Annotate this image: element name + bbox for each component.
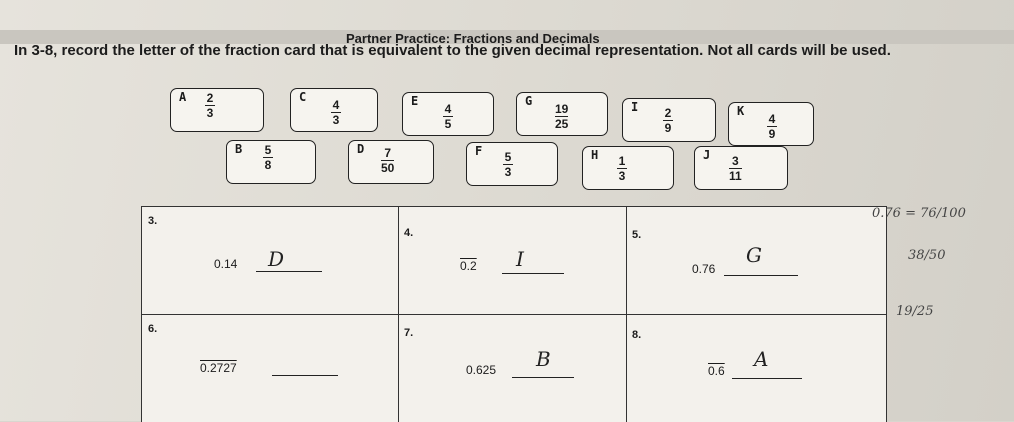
card-letter: C [299,90,307,104]
card-b [226,140,316,184]
answer-text: G [746,243,762,267]
problem-number: 4. [404,227,414,239]
instructions: In 3-8, record the letter of the fraction card that is equivalent to the given decimal representation. Not all cards will be used. [14,42,891,59]
card-fraction: 5 3 [504,150,512,179]
grid-divider [142,314,886,315]
problem-grid [141,206,887,422]
handwritten-note: 38/50 [908,248,946,263]
card-letter: B [235,142,243,156]
problem-decimal: 0.6 [708,364,725,378]
card-h [582,146,674,190]
problem-decimal: 0.14 [214,257,238,271]
problem-number: 5. [632,229,642,241]
answer-text: A [754,347,769,371]
card-j [694,146,788,190]
handwritten-note: 19/25 [896,304,934,319]
page-title: Partner Practice: Fractions and Decimals [346,31,600,46]
answer-blank[interactable] [256,255,322,272]
problem-number: 8. [632,329,642,341]
answer-text: B [536,347,551,371]
card-letter: I [631,100,639,114]
card-letter: J [703,148,711,162]
card-fraction: 5 8 [264,143,272,172]
card-k [728,102,814,146]
card-fraction: 3 11 [729,154,742,183]
card-letter: A [179,90,187,104]
card-fraction: 7 50 [381,146,395,175]
card-letter: F [475,144,483,158]
card-g [516,92,608,136]
answer-blank[interactable] [502,257,564,274]
card-letter: D [357,142,365,156]
card-d [348,140,434,184]
card-fraction: 19 25 [555,102,569,131]
answer-text: D [268,247,285,271]
card-fraction: 4 3 [332,98,340,127]
problem-decimal: 0.2 [460,259,477,273]
card-c [290,88,378,132]
card-letter: E [411,94,419,108]
card-e [402,92,494,136]
card-fraction: 1 3 [618,154,626,183]
answer-blank[interactable] [272,359,338,376]
card-i [622,98,716,142]
problem-number: 7. [404,327,414,339]
handwritten-note: 0.76 = 76/100 [872,206,966,221]
card-fraction: 4 5 [444,102,452,131]
card-fraction: 4 9 [768,112,776,141]
problem-decimal: 0.625 [466,363,497,377]
card-fraction: 2 3 [206,91,214,120]
answer-text: I [516,247,524,271]
card-letter: H [591,148,599,162]
card-letter: G [525,94,533,108]
card-letter: K [737,104,745,118]
problem-decimal: 0.2727 [200,361,237,375]
problem-decimal: 0.76 [692,262,716,276]
card-fraction: 2 9 [664,106,672,135]
card-a [170,88,264,132]
problem-number: 6. [148,323,158,335]
card-f [466,142,558,186]
problem-number: 3. [148,215,158,227]
